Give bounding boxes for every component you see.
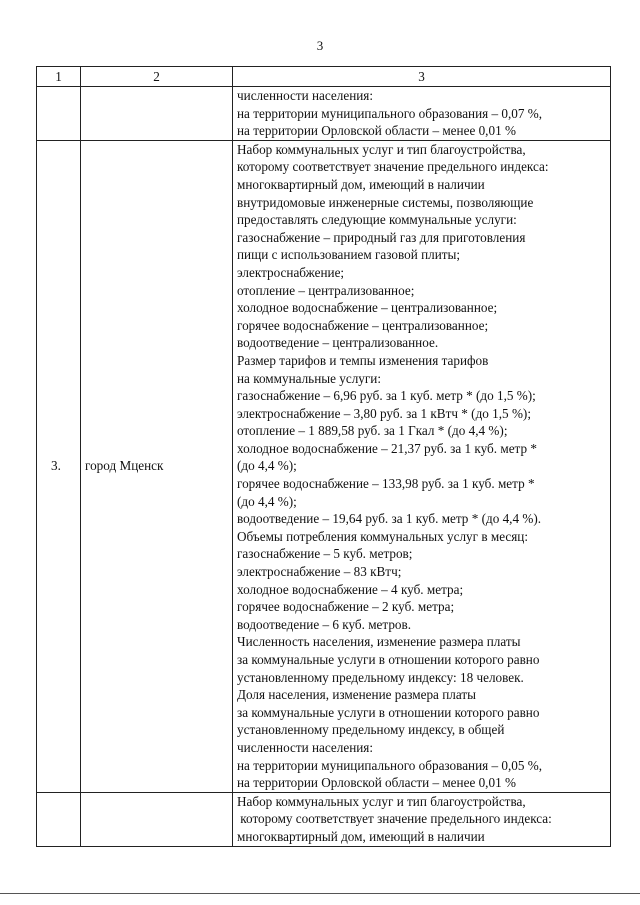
municipality-name: город Мценск bbox=[81, 140, 233, 792]
text-line: холодное водоснабжение – 21,37 руб. за 1 куб. метр * bbox=[237, 440, 537, 456]
text-line: за коммунальные услуги в отношении которого равно bbox=[237, 652, 540, 667]
text-line: горячее водоснабжение – централизованное; bbox=[237, 317, 489, 333]
text-line: на территории Орловской области – менее 0,01 % bbox=[237, 123, 516, 139]
text-line: газоснабжение – 5 куб. метров; bbox=[237, 546, 413, 562]
text-line: установленному предельному индексу: 18 человек. bbox=[237, 669, 524, 685]
next-number-cell bbox=[37, 792, 81, 846]
text-line: на территории муниципального образования – 0,07 %, bbox=[237, 105, 543, 121]
text-line: Набор коммунальных услуг и тип благоустройства, bbox=[237, 141, 526, 157]
text-line: на территории Орловской области – менее 0,01 % bbox=[237, 775, 516, 791]
text-line: отопление – централизованное; bbox=[237, 282, 415, 298]
text-line: горячее водоснабжение – 2 куб. метра; bbox=[237, 599, 455, 615]
text-line: на территории муниципального образования – 0,05 %, bbox=[237, 757, 543, 773]
text-line: пищи с использованием газовой плиты; bbox=[237, 247, 461, 263]
next-text-cell bbox=[233, 792, 611, 846]
continuation-number-cell bbox=[37, 87, 81, 141]
table-row-mtsensk bbox=[37, 140, 611, 792]
text-line: установленному предельному индексу, в общей bbox=[237, 722, 505, 738]
text-line: внутридомовые инженерные системы, позволяющие bbox=[237, 194, 534, 210]
text-line: которому соответствует значение предельного индекса: bbox=[237, 159, 549, 175]
header-cell-col2: 2 bbox=[81, 67, 233, 87]
row-number: 3. bbox=[37, 140, 81, 792]
header-cell-col1: 1 bbox=[37, 67, 81, 87]
continuation-text-cell bbox=[233, 87, 611, 141]
text-line: водоотведение – централизованное. bbox=[237, 335, 439, 351]
text-line: численности населения: bbox=[237, 88, 374, 103]
text-line: многоквартирный дом, имеющий в наличии bbox=[237, 176, 485, 192]
text-line: (до 4,4 %); bbox=[237, 493, 297, 509]
text-line: электроснабжение; bbox=[237, 264, 345, 280]
text-line: численности населения: bbox=[237, 739, 374, 755]
text-line: электроснабжение – 83 кВтч; bbox=[237, 564, 402, 580]
next-row bbox=[37, 792, 611, 846]
page-number: 3 bbox=[316, 38, 324, 53]
text-line: Размер тарифов и темпы изменения тарифов bbox=[237, 352, 489, 368]
text-line: электроснабжение – 3,80 руб. за 1 кВтч * (до 1,5 %); bbox=[237, 405, 531, 421]
text-line: газоснабжение – 6,96 руб. за 1 куб. метр * (до 1,5 %); bbox=[237, 388, 536, 404]
continuation-row bbox=[37, 87, 611, 141]
continuation-municipality-cell bbox=[81, 87, 233, 141]
text-line: предоставлять следующие коммунальные услуги: bbox=[237, 212, 517, 228]
text-line: за коммунальные услуги в отношении которого равно bbox=[237, 704, 540, 720]
text-line: Доля населения, изменение размера платы bbox=[237, 687, 476, 703]
text-line: которому соответствует значение предельного индекса: bbox=[237, 811, 552, 827]
text-line: отопление – 1 889,58 руб. за 1 Гкал * (до 4,4 %); bbox=[237, 423, 508, 439]
text-line: газоснабжение – природный газ для приготовления bbox=[237, 229, 526, 245]
text-line: холодное водоснабжение – 4 куб. метра; bbox=[237, 581, 464, 597]
row-description-cell bbox=[233, 140, 611, 792]
document-table bbox=[36, 66, 611, 847]
text-line: Численность населения, изменение размера платы bbox=[237, 634, 521, 650]
text-line: горячее водоснабжение – 133,98 руб. за 1 куб. метр * bbox=[237, 476, 535, 492]
next-municipality-cell bbox=[81, 792, 233, 846]
text-line: водоотведение – 19,64 руб. за 1 куб. метр * (до 4,4 %). bbox=[237, 511, 542, 527]
text-line: на коммунальные услуги: bbox=[237, 370, 382, 386]
text-line: Набор коммунальных услуг и тип благоустройства, bbox=[237, 793, 526, 809]
text-line: многоквартирный дом, имеющий в наличии bbox=[237, 828, 485, 844]
page-bottom-edge bbox=[0, 893, 640, 894]
text-line: водоотведение – 6 куб. метров. bbox=[237, 616, 412, 632]
text-line: Объемы потребления коммунальных услуг в месяц: bbox=[237, 528, 529, 544]
table-header-row bbox=[37, 67, 611, 87]
text-line: холодное водоснабжение – централизованное; bbox=[237, 300, 498, 316]
text-line: (до 4,4 %); bbox=[237, 458, 297, 474]
header-cell-col3: 3 bbox=[233, 67, 611, 87]
